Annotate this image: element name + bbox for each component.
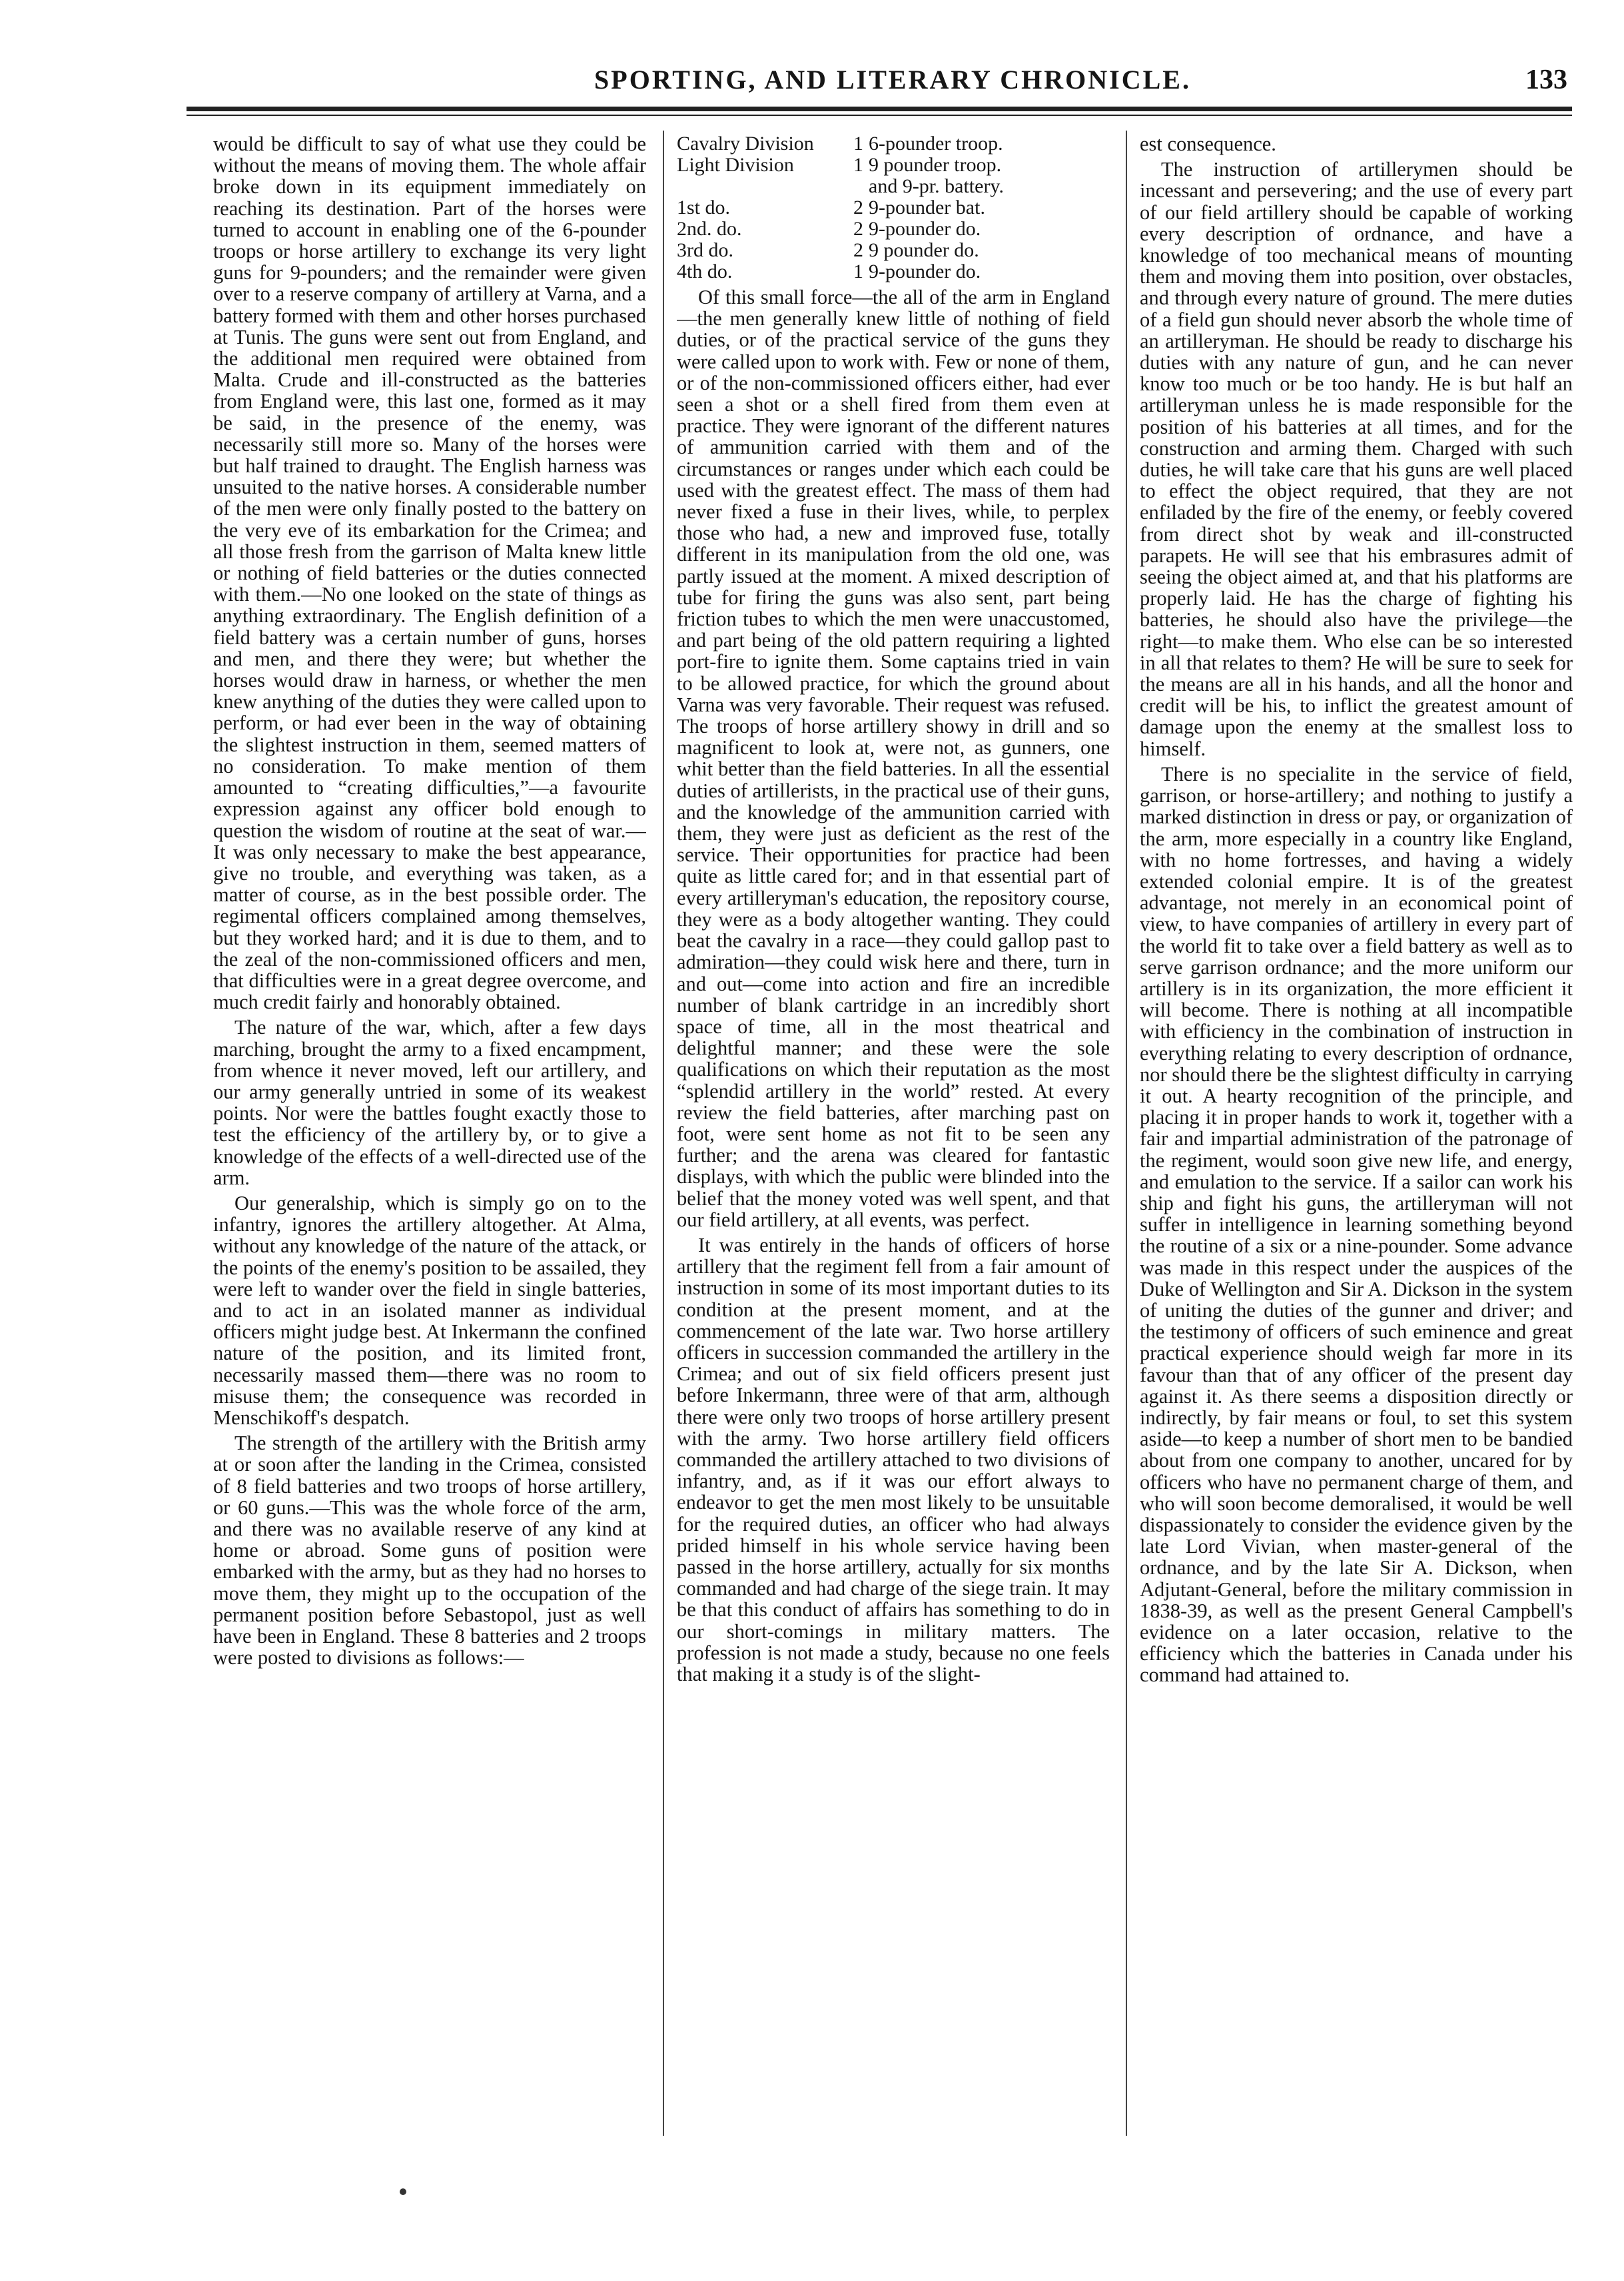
column-rule-2 <box>1126 131 1127 2136</box>
division-row <box>677 155 1110 176</box>
header-rule-thin <box>187 115 1572 116</box>
col1-paragraph-3: Our generalship, which is simply go on to the infantry, ignores the artillery altogether. At Alma, without any knowledge of the nature of the attack, or the points of the enemy's position to be assailed, they were left to wander over the field in single batteries, and to act in an isolated manner as individual officers might judge best. At Inkermann the confined nature of the position, and its limited front, necessarily massed them—there was no room to misuse them; the consequence was recorded in Menschikoff's despatch. <box>213 1191 646 1429</box>
division-label: Light Division <box>677 154 794 176</box>
division-detail: 9-pounder bat. <box>869 197 985 219</box>
text-column-3 <box>1140 133 1573 2138</box>
division-detail: and 9-pr. battery. <box>869 175 1004 197</box>
division-count: 2 <box>853 218 863 240</box>
division-table <box>677 133 1110 282</box>
division-detail: 9-pounder do. <box>869 260 981 282</box>
division-detail: 9-pounder do. <box>869 218 981 240</box>
col1-paragraph-1: would be difficult to say of what use they could be without the means of moving them. The whole affair broke down in its equipment immediately on reaching its destination. Part of the horses were turned to account in enabling one of the 6-pounder troops or horse artillery to exchange its very light guns for 9-pounders; and the remainder were given over to a reserve company of artillery at Varna, and a battery formed with them and other horses purchased at Tunis. The guns were sent out from England, and the additional men required were obtained from Malta. Crude and ill-constructed as the batteries from England were, this last one, formed as it may be said, in the presence of the enemy, was necessarily still more so. Many of the horses were but half trained to draught. The English harness was unsuited to the native horses. A considerable number of the men were only finally posted to the battery on the very eve of its embarkation for the Crimea; and all those fresh from the garrison of Malta knew little or nothing of field batteries or the duties connected with them.—No one looked on the state of things as anything extraordinary. The English definition of a field battery was a certain number of guns, horses and men, and there they were; but whether the horses would draw in harness, or whether the men knew anything of the duties they were called upon to perform, or had ever been in the way of obtaining the slightest instruction in them, seemed matters of no consideration. To make mention of them amounted to “creating difficulties,”—a favourite expression against any officer bold enough to question the wisdom of routine at the seat of war.—It was only necessary to make the best appearance, give no trouble, and everything was taken, as a matter of course, as in the best possible order. The regimental officers complained among themselves, but they worked hard; and it is due to them, and to the zeal of the non-commissioned officers and men, that difficulties were in a great degree overcome, and much credit fairly and honorably obtained. <box>213 133 646 1014</box>
division-count <box>837 176 869 197</box>
division-detail: 6-pounder troop. <box>869 133 1003 155</box>
division-label: 4th do. <box>677 260 733 282</box>
column-rule-1 <box>663 131 664 2136</box>
text-column-2 <box>677 133 1110 2138</box>
division-row <box>677 133 1110 155</box>
division-row <box>677 197 1110 219</box>
division-row <box>677 261 1110 282</box>
ink-speck <box>400 2188 406 2195</box>
page-number: 133 <box>1525 65 1567 95</box>
col1-paragraph-4: The strength of the artillery with the British army at or soon after the landing in the Crimea, consisted of 8 field batteries and two troops of horse artillery, or 60 guns.—This was the whole force of the arm, and there was no available reserve of any kind at home or abroad. Some guns of position were embarked with the army, but as they had no horses to move them, they might up to the occupation of the permanent position before Sebastopol, just as well have been in England. These 8 batteries and 2 troops were posted to divisions as follows:— <box>213 1432 646 1669</box>
division-row <box>677 176 1110 197</box>
col3-paragraph-2: The instruction of artillerymen should be incessant and persevering; and the use of every part of our field artillery should be capable of working every description of ordnance, and have a knowledge of too mechanical means of mounting them and moving them into position, over obstacles, and through every nature of ground. The mere duties of a field gun should never absorb the whole time of an artilleryman. He should be ready to discharge his duties with any nature of gun, and he can never know too much or be too handy. He is but half an artilleryman unless he is made responsible for the position of his batteries at all times, and for the construction and arming them. Charged with such duties, he will take care that his guns are well placed to effect the object required, that they are not enfiladed by the fire of the enemy, or feebly covered from direct shot by weak and ill-constructed parapets. He will see that his embrasures admit of seeing the object aimed at, and that his platforms are properly laid. He has the charge of fighting his batteries, he should also have the privilege—the right—to make them. Who else can be so interested in all that relates to them? He will be sure to seek for the means are all in his hands, and all the honor and credit will be his, to inflict the greatest amount of damage upon the enemy at the smallest loss to himself. <box>1140 158 1573 760</box>
division-label: 1st do. <box>677 197 731 219</box>
col3-paragraph-3: There is no specialite in the service of field, garrison, or horse-artillery; and nothing to justify a marked distinction in dress or pay, or organization of the arm, more especially in a country like England, with no home fortresses, and having a widely extended colonial empire. It is of the greatest advantage, not merely in an economical point of view, to have companies of artillery in every part of the world fit to take over a field battery as well as to serve garrison ordnance; and the more uniform our artillery is in its organization, the more efficient it will become. There is nothing at all incompatible with efficiency in the combination of instruction in everything relating to every description of ordnance, nor should there be the slightest difficulty in carrying it out. A hearty recognition of the principle, and placing it in proper hands to work it, together with a fair and impartial administration of the patronage of the regiment, would soon give new life, and energy, and emulation to the service. If a sailor can work his ship and fight his guns, the artilleryman will not suffer in intelligence in learning something beyond the routine of a six or a nine-pounder. Some advance was made in this respect under the auspices of the Duke of Wellington and Sir A. Dickson in the system of uniting the duties of the gunner and driver; and the testimony of officers of such eminence and great practical experience should weigh far more in its favour than that of any officer of the present day against it. As there seems a disposition directly or indirectly, by fair means or foul, to set this system aside—to keep a number of short men to be bandied about from one company to another, uncared for by officers who have no permanent charge of them, and who will soon become demoralised, it would be well dispassionately to consider the evidence given by the late Lord Vivian, when master-general of the ordnance, and by the late Sir A. Dickson, when Adjutant-General, before the military commission in 1838-39, as well as the present General Campbell's evidence on a later occasion, relative to the efficiency which the batteries in Canada under his command had attained to. <box>1140 762 1573 1687</box>
col3-paragraph-1: est consequence. <box>1140 133 1276 155</box>
division-label: 3rd do. <box>677 239 733 261</box>
division-count: 2 <box>853 197 863 219</box>
division-count: 1 <box>853 133 863 155</box>
division-detail: 9 pounder do. <box>869 239 979 261</box>
division-row <box>677 240 1110 261</box>
text-column-1 <box>213 133 646 2138</box>
division-label: Cavalry Division <box>677 133 814 155</box>
division-count: 1 <box>853 154 863 176</box>
division-count: 1 <box>853 260 863 282</box>
running-title: SPORTING, AND LITERARY CHRONICLE. <box>594 65 1191 95</box>
col2-paragraph-2: It was entirely in the hands of officers of horse artillery that the regiment fell from a fair amount of instruction in some of its most important duties to its condition at the present moment, and at the commencement of the late war. Two horse artillery officers in succession commanded the artillery in the Crimea; and out of six field officers present just before Inkermann, three were of that arm, although there were only two troops of horse artillery present with the army. Two horse artillery field officers commanded the artillery attached to two divisions of infantry, and, as if it was our effort always to endeavor to get the men most likely to be unsuitable for the required duties, an officer who had always prided himself in his whole service having been passed in the horse artillery, actually for six months commanded and had charge of the siege train. It may be that this conduct of affairs has something to do in our short-comings in military matters. The profession is not made a study, because no one feels that making it a study is of the slight- <box>677 1233 1110 1685</box>
col2-paragraph-1: Of this small force—the all of the arm in England—the men generally knew little of nothing of field duties, or of the practical service of the guns they were called upon to work with. Few or none of them, or of the non-commissioned officers either, had ever seen a shot or a shell fired from them even at practice. They were ignorant of the different natures of ammunition carried with them and of the circumstances or ranges under which each could be used with the greatest effect. The mass of them had never fixed a fuse in their lives, while, to perplex those who had, a new and improved fuse, totally different in its manipulation from the old one, was partly issued at the moment. A mixed description of tube for firing the guns was also sent, part being friction tubes to which the men were unaccustomed, and part being of the old pattern requiring a lighted port-fire to ignite them. Some captains tried in vain to be allowed practice, for which the ground about Varna was very favorable. Their request was refused. The troops of horse artillery showy in drill and so magnificent to look at, were not, as gunners, one whit better than the field batteries. In all the essential duties of artillerists, in the practical use of their guns, and the knowledge of the ammunition carried with them, they were just as deficient as the rest of the service. Their opportunities for practice had been quite as little cared for; and in that essential part of every artilleryman's education, the repository course, they were as a body altogether wanting. They could beat the cavalry in a race—they could gallop past to admiration—they could wisk here and there, turn in and out—come into action and fire an incredible number of blank cartridge in an incredibly short space of time, all in the most theatrical and delightful manner; and these were the sole qualifications on which their reputation as the most “splendid artillery in the world” rested. At every review the field batteries, after marching past on foot, were sent home as not fit to be seen any further; and the arena was cleared for fantastic displays, with which the public were blinded into the belief that the money voted was well spent, and that our field artillery, at all events, was perfect. <box>677 286 1110 1231</box>
header-rule-thick <box>187 107 1572 111</box>
division-detail: 9 pounder troop. <box>869 154 1002 176</box>
col1-paragraph-2: The nature of the war, which, after a few days marching, brought the army to a fixed encampment, from whence it never moved, left our artillery, and our army generally untried in some of its weakest points. Nor were the battles fought exactly those to test the efficiency of the artillery by, or to give a knowledge of the effects of a well-directed use of the arm. <box>213 1016 646 1189</box>
division-count: 2 <box>853 239 863 261</box>
division-row <box>677 219 1110 240</box>
division-label: 2nd. do. <box>677 218 742 240</box>
division-label <box>677 176 837 197</box>
